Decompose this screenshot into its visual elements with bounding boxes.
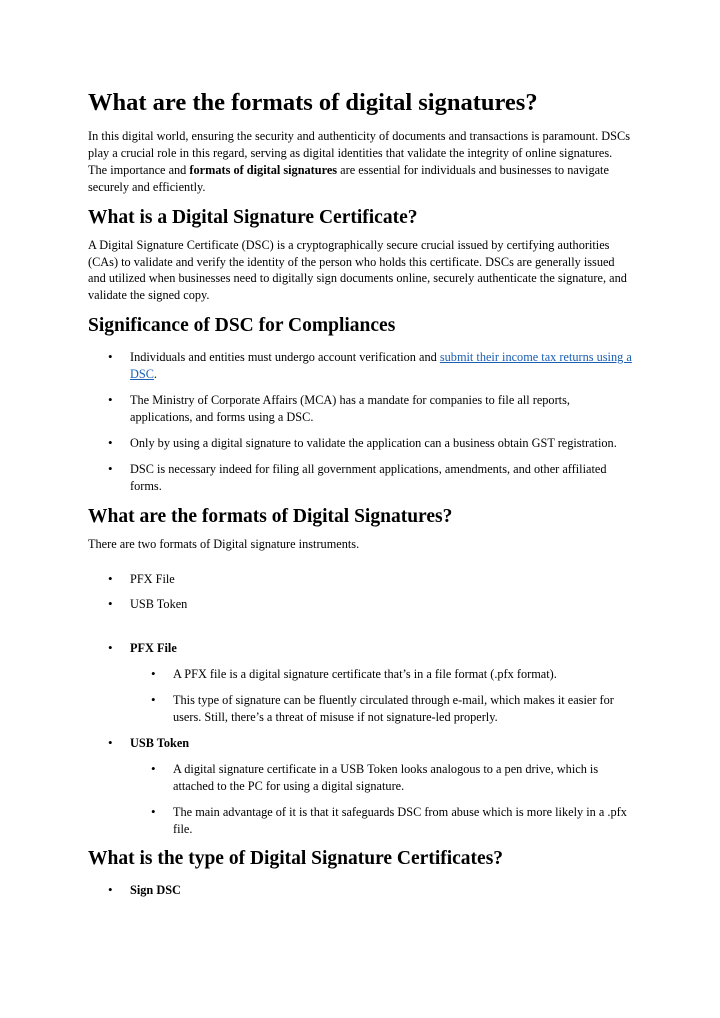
intro-text-after: are essential for individuals and businesses to navigate securely and efficiently.	[88, 162, 609, 194]
formats-intro: There are two formats of Digital signature instruments.	[88, 536, 360, 551]
format-details-list	[88, 640, 633, 837]
list-item	[88, 735, 633, 838]
formats-list	[88, 571, 633, 614]
list-item: • DSC is necessary indeed for filing all government applications, amendments, and other affiliated forms.	[88, 461, 633, 495]
types-first-item: Sign DSC	[130, 883, 181, 898]
pfx-sublist	[130, 666, 633, 726]
section-heading-dsc: What is a Digital Signature Certificate?	[88, 206, 418, 228]
intro-paragraph	[88, 128, 633, 196]
list-item: • Only by using a digital signature to validate the application can a business obtain GST registration.	[88, 435, 633, 452]
usb-sublist	[130, 761, 633, 838]
types-list	[88, 882, 633, 899]
dsc-paragraph: A Digital Signature Certificate (DSC) is a cryptographically secure crucial issued by certifying authorities (CAs) to validate and verify the identity of the person who holds this certificate. DSCs are generally issued and utilized when businesses need to digitally sign documents online, securely authenticate the signature, and validate the signed copy.	[88, 237, 627, 303]
sublist-item: • A digital signature certificate in a USB Token looks analogous to a pen drive, which is attached to the PC for using a digital signature.	[130, 761, 633, 795]
list-item: • PFX File	[88, 571, 633, 588]
section-heading-formats: What are the formats of Digital Signatures?	[88, 505, 453, 527]
usb-title: USB Token	[130, 735, 190, 750]
spacer	[88, 622, 633, 640]
sublist-item: • The main advantage of it is that it safeguards DSC from abuse which is more likely in a .pfx file.	[130, 804, 633, 838]
pfx-title: PFX File	[130, 641, 177, 656]
list-item	[88, 882, 633, 899]
income-tax-returns-link[interactable]: submit their income tax returns using a DSC	[130, 350, 632, 382]
significance-list	[88, 349, 633, 494]
intro-text-before: In this digital world, ensuring the security and authenticity of documents and transactions is paramount. DSCs play a crucial role in this regard, serving as digital identities that validate the integrity of online signatures. The importance and	[88, 129, 630, 177]
section-heading-significance: Significance of DSC for Compliances	[88, 315, 396, 337]
intro-bold-phrase: formats of digital signatures	[189, 162, 338, 177]
section-heading-types: What is the type of Digital Signature Certificates?	[88, 848, 504, 870]
sublist-item: • A PFX file is a digital signature certificate that’s in a file format (.pfx format).	[130, 666, 633, 683]
page-title: What are the formats of digital signatures?	[88, 89, 538, 116]
document-page	[88, 88, 633, 908]
list-item	[88, 349, 633, 383]
list-item: • USB Token	[88, 596, 633, 613]
sublist-item: • This type of signature can be fluently circulated through e-mail, which makes it easier for users. Still, there’s a threat of misuse if not signature-led properly.	[130, 692, 633, 726]
list-item-text-end: .	[153, 367, 157, 382]
list-item-text: Individuals and entities must undergo account verification and	[130, 350, 440, 365]
list-item: • The Ministry of Corporate Affairs (MCA) has a mandate for companies to file all reports, applications, and forms using a DSC.	[88, 392, 633, 426]
list-item	[88, 640, 633, 726]
